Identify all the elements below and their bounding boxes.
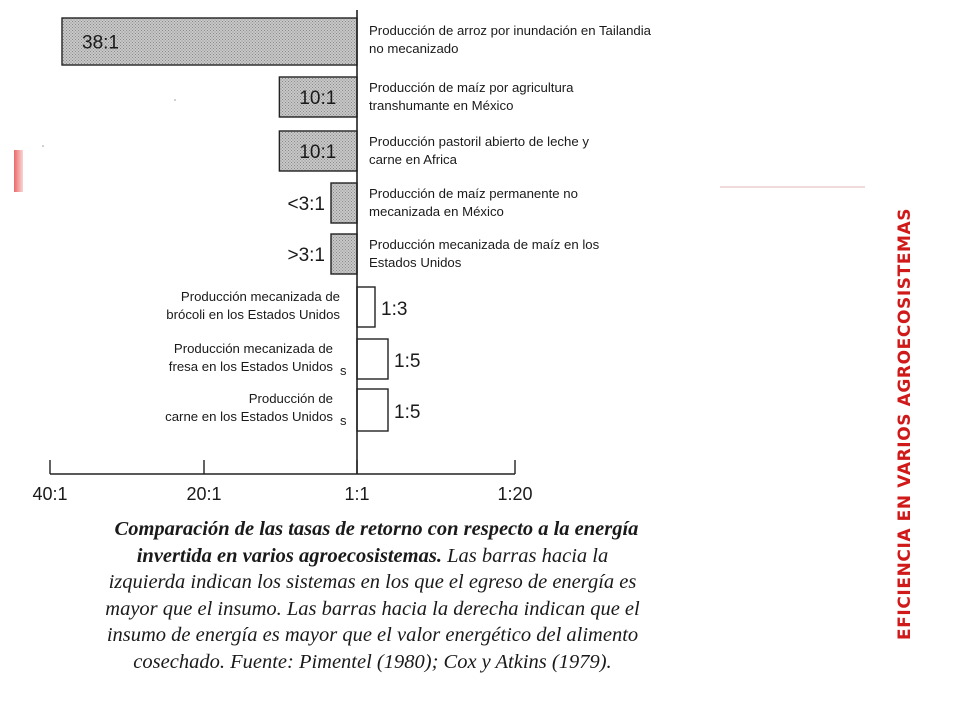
- bar-description-2-0: Producción pastoril abierto de leche y: [369, 134, 589, 149]
- bar-description-0-0: Producción de arroz por inundación en Tailandia: [369, 23, 652, 38]
- side-title: EFICIENCIA EN VARIOS AGROECOSISTEMAS: [895, 207, 915, 640]
- bar-description-6-1: fresa en los Estados Unidos: [168, 359, 333, 374]
- bar-ratio-label-6: 1:5: [394, 351, 421, 372]
- bar-ratio-label-4: >3:1: [287, 245, 325, 266]
- bar-description-1-0: Producción de maíz por agricultura: [369, 80, 574, 95]
- bar-description-3-1: mecanizada en México: [369, 204, 504, 219]
- bar-ratio-label-5: 1:3: [381, 299, 408, 320]
- bar-description-6-0: Producción mecanizada de: [173, 341, 333, 356]
- stray-glyph-6: s: [340, 363, 347, 378]
- bar-description-0-1: no mecanizado: [369, 41, 459, 56]
- bar-ratio-label-0: 38:1: [82, 32, 119, 54]
- bar-right-5: [357, 287, 375, 327]
- x-tick-label-1: 20:1: [186, 484, 222, 504]
- bar-description-1-1: transhumante en México: [369, 98, 514, 113]
- bar-ratio-label-1: 10:1: [299, 88, 337, 109]
- figure-caption: [100, 516, 645, 676]
- caption-body: Las barras hacia la izquierda indican los sistemas en los que el egreso de energía es mayor que el insumo. Las barras hacia la derecha indican que el insumo de energía es mayor que el valor energético del alimento cosechado. Fuente: Pimentel (1980); Cox y Atkins (1979).: [105, 544, 640, 673]
- bar-ratio-label-3: <3:1: [287, 194, 325, 215]
- caption-bold: Comparación de las tasas de retorno con respecto a la energía invertida en varios agroecosistemas.: [114, 518, 639, 567]
- x-tick-label-3: 1:20: [497, 484, 533, 504]
- bar-description-4-0: Producción mecanizada de maíz en los: [369, 237, 600, 252]
- bar-description-3-0: Producción de maíz permanente no: [369, 186, 578, 201]
- bar-left-4: [331, 234, 357, 274]
- bar-ratio-label-7: 1:5: [394, 402, 421, 423]
- bar-description-4-1: Estados Unidos: [369, 255, 462, 270]
- bar-description-2-1: carne en Africa: [369, 152, 457, 167]
- bar-ratio-label-2: 10:1: [299, 142, 337, 163]
- bar-right-7: [357, 389, 388, 431]
- x-tick-label-0: 40:1: [32, 484, 68, 504]
- scan-dot: [174, 99, 176, 101]
- bar-right-6: [357, 339, 388, 379]
- bar-description-5-0: Producción mecanizada de: [180, 289, 340, 304]
- faint-rule: [720, 186, 865, 188]
- bar-description-7-1: carne en los Estados Unidos: [165, 409, 333, 424]
- bar-left-3: [331, 183, 357, 223]
- x-tick-label-2: 1:1: [344, 484, 370, 504]
- bar-description-7-0: Producción de: [248, 391, 333, 406]
- left-red-mark: [14, 150, 23, 192]
- stray-glyph-7: s: [340, 413, 347, 428]
- scan-dot: [42, 145, 44, 147]
- bar-description-5-1: brócoli en los Estados Unidos: [166, 307, 340, 322]
